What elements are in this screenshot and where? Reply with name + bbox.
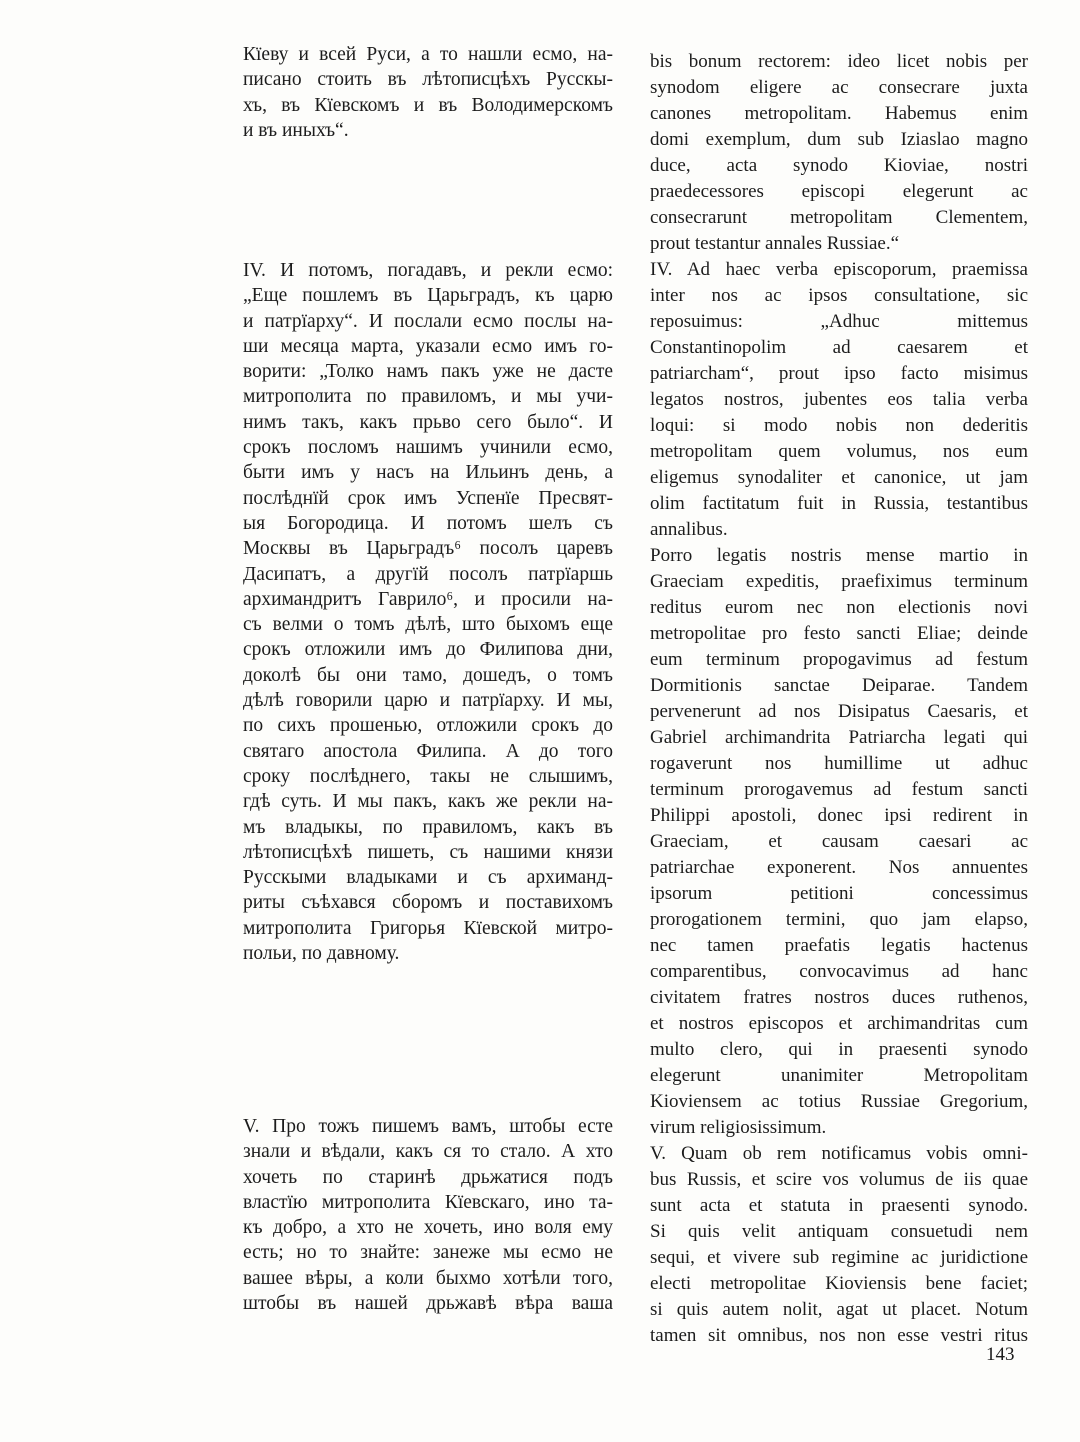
text-line: риты съѣхався сборомъ и поставихомъ — [243, 892, 613, 914]
text-line: metropolitam quem volumus, nos eum — [650, 441, 1028, 462]
latin-paragraph — [650, 543, 1028, 1141]
text-line: властїю митрополита Кїевскаго, ино та- — [243, 1191, 613, 1213]
text-line: дѣлѣ говорили царю и патрїарху. И мы, — [243, 690, 613, 712]
text-line: Дасипатъ, а другїй посолъ патрїаршь — [243, 563, 613, 585]
text-line: virum religiosissimum. — [650, 1117, 827, 1138]
cyrillic-paragraph — [243, 42, 613, 143]
text-line: Москвы въ Царьградъ⁶ посолъ царевъ — [243, 538, 613, 560]
text-line: V. Про тожъ пишемъ вамъ, штобы есте — [243, 1116, 613, 1137]
text-line: legatos nostros, jubentes eos talia verba — [650, 389, 1028, 410]
text-line: срокъ посломъ нашимъ учинили есмо, — [243, 437, 613, 459]
text-line: сроку послѣднего, такы не слышимъ, — [243, 765, 613, 787]
latin-paragraph — [650, 257, 1028, 543]
text-line: metropolitae pro festo sancti Eliae; deinde — [650, 623, 1028, 644]
text-line: мъ владыкы, по правиломъ, какъ въ — [243, 816, 613, 838]
text-line: Русскыми владыками и съ архиманд- — [243, 867, 613, 889]
text-line: IV. Ad haec verba episcoporum, praemissa — [650, 259, 1028, 280]
text-line: duce, acta synodo Kioviae, nostri — [650, 155, 1028, 176]
text-line: sequi, et vivere sub regimine ac juridictione — [650, 1247, 1028, 1268]
text-line: къ добро, а хто не хочеть, ино воля ему — [243, 1217, 613, 1239]
text-line: synodom eligere ac consecrare juxta — [650, 77, 1028, 98]
text-line: domi exemplum, dum sub Iziaslao magno — [650, 129, 1028, 150]
text-line: „Еще пошлемъ въ Царьградъ, къ царю — [243, 285, 613, 307]
text-line: лѣтописцѣхѣ пишеть, съ нашими князи — [243, 841, 613, 863]
text-line: Porro legatis nostris mense martio in — [650, 545, 1028, 566]
text-line: Kioviensem ac totius Russiae Gregorium, — [650, 1091, 1028, 1112]
text-line: быти имъ у насъ на Ильинъ день, а — [243, 462, 613, 484]
text-line: multo clero, qui in praesenti synodo — [650, 1039, 1028, 1060]
text-line: срокъ отложили имъ до Филипова дни, — [243, 639, 613, 661]
text-line: civitatem fratres nostros duces ruthenos, — [650, 987, 1028, 1008]
text-line: Constantinopolim ad caesarem et — [650, 337, 1028, 358]
text-line: prout testantur annales Russiae.“ — [650, 233, 900, 254]
text-line: reditus eurom nec non electionis novi — [650, 597, 1028, 618]
text-line: sunt acta et statuta in praesenti synodo. — [650, 1195, 1028, 1216]
text-line: electi metropolitae Kioviensis bene faciet; — [650, 1273, 1028, 1294]
text-line: inter nos ac ipsos consultatione, sic — [650, 285, 1028, 306]
text-line: митрополита Григорья Кїевской митро- — [243, 917, 613, 939]
text-line: rogaverunt nos humillime ut adhuc — [650, 753, 1028, 774]
text-line: и въ иныхъ“. — [243, 119, 349, 141]
text-line: et nostros episcopos et archimandritas cum — [650, 1013, 1028, 1034]
text-line: elegerunt unanimiter Metropolitam — [650, 1065, 1028, 1086]
text-line: Graeciam, et causam caesari ac — [650, 831, 1028, 852]
text-line: послѣднїй срок имъ Успенїе Пресвят- — [243, 487, 613, 509]
text-line: и патрїарху“. И послали есмо послы на- — [243, 310, 613, 332]
text-line: Si quis velit antiquam consuetudi nem — [650, 1221, 1028, 1242]
text-line: гдѣ суть. И мы пакъ, какъ же рекли на- — [243, 791, 613, 813]
text-line: Philippi apostoli, donec ipsi redirent in — [650, 805, 1028, 826]
text-line: prorogationem termini, quo jam elapso, — [650, 909, 1028, 930]
text-line: штобы въ нашей дрьжавѣ вѣра ваша — [243, 1293, 613, 1315]
text-line: olim factitatum fuit in Russia, testantibus — [650, 493, 1028, 514]
cyrillic-paragraph — [243, 1114, 613, 1316]
latin-paragraph — [650, 1141, 1028, 1349]
text-line: доколѣ бы они тамо, дошедъ, о томъ — [243, 664, 613, 686]
text-line: Кїеву и всей Руси, а то нашли есмо, на- — [243, 44, 613, 65]
text-line: ворити: „Толко намъ пакъ уже не дасте — [243, 361, 613, 383]
text-line: съ велми о томъ дѣлѣ, што быхомъ еще — [243, 614, 613, 636]
text-line: Gabriel archimandrita Patriarcha legati qui — [650, 727, 1028, 748]
text-line: хочеть по старинѣ дрьжатися подъ — [243, 1166, 613, 1188]
text-line: вашее вѣры, а коли быхмо хотѣли того, — [243, 1267, 613, 1289]
text-line: нимъ такъ, какъ прьво сего было“. И — [243, 411, 613, 433]
text-line: consecrarunt metropolitam Clementem, — [650, 207, 1028, 228]
text-line: praedecessores episcopi elegerunt ac — [650, 181, 1028, 202]
text-line: по сихъ прошенью, отложили срокъ до — [243, 715, 613, 737]
text-line: Dormitionis sanctae Deiparae. Tandem — [650, 675, 1028, 696]
text-line: terminum prorogavemus ad festum sancti — [650, 779, 1028, 800]
text-line: reposuimus: „Adhuc mittemus — [650, 311, 1028, 332]
text-line: ыя Богородица. И потомъ шелъ съ — [243, 512, 613, 534]
text-line: bus Russis, et scire vos volumus de iis quae — [650, 1169, 1028, 1190]
text-line: знали и вѣдали, какъ ся то стало. А хто — [243, 1141, 613, 1163]
text-line: IV. И потомъ, погадавъ, и рекли есмо: — [243, 260, 613, 281]
text-line: patriarcham“, prout ipso facto misimus — [650, 363, 1028, 384]
text-line: хъ, въ Кїевскомъ и въ Володимерскомъ — [243, 94, 613, 116]
latin-paragraph — [650, 49, 1028, 257]
text-line: patriarchae exponerent. Nos annuentes — [650, 857, 1028, 878]
text-line: si quis autem nolit, agat ut placet. Notum — [650, 1299, 1028, 1320]
text-line: loqui: si modo nobis non dederitis — [650, 415, 1028, 436]
text-line: архимандритъ Гаврило⁶, и просили на- — [243, 588, 613, 610]
text-line: pervenerunt ad nos Disipatus Caesaris, et — [650, 701, 1028, 722]
text-line: bis bonum rectorem: ideo licet nobis per — [650, 51, 1028, 72]
text-line: есть; но то знайте: занеже мы есмо не — [243, 1242, 613, 1264]
text-line: canones metropolitam. Habemus enim — [650, 103, 1028, 124]
text-line: V. Quam ob rem notificamus vobis omni- — [650, 1143, 1028, 1164]
text-line: Graeciam expeditis, praefiximus terminum — [650, 571, 1028, 592]
text-line: митрополита по правиломъ, и мы учи- — [243, 386, 613, 408]
text-line: eligemus synodaliter et canonice, ut jam — [650, 467, 1028, 488]
text-line: comparentibus, convocavimus ad hanc — [650, 961, 1028, 982]
text-line: nec tamen praefatis legatis hactenus — [650, 935, 1028, 956]
text-line: ipsorum petitioni concessimus — [650, 883, 1028, 904]
text-line: tamen sit omnibus, nos non esse vestri ritus — [650, 1325, 1028, 1346]
text-line: annalibus. — [650, 519, 728, 540]
page-number: 143 — [986, 1344, 1015, 1365]
text-line: писано стоить въ лѣтописцѣхъ Русскы- — [243, 69, 613, 91]
text-line: ши месяца марта, указали есмо имъ го- — [243, 335, 613, 357]
text-line: святаго апостола Филипа. А до того — [243, 740, 613, 762]
text-line: eum terminum propogavimus ad festum — [650, 649, 1028, 670]
cyrillic-paragraph — [243, 258, 613, 966]
text-line: польи, по давному. — [243, 943, 400, 965]
